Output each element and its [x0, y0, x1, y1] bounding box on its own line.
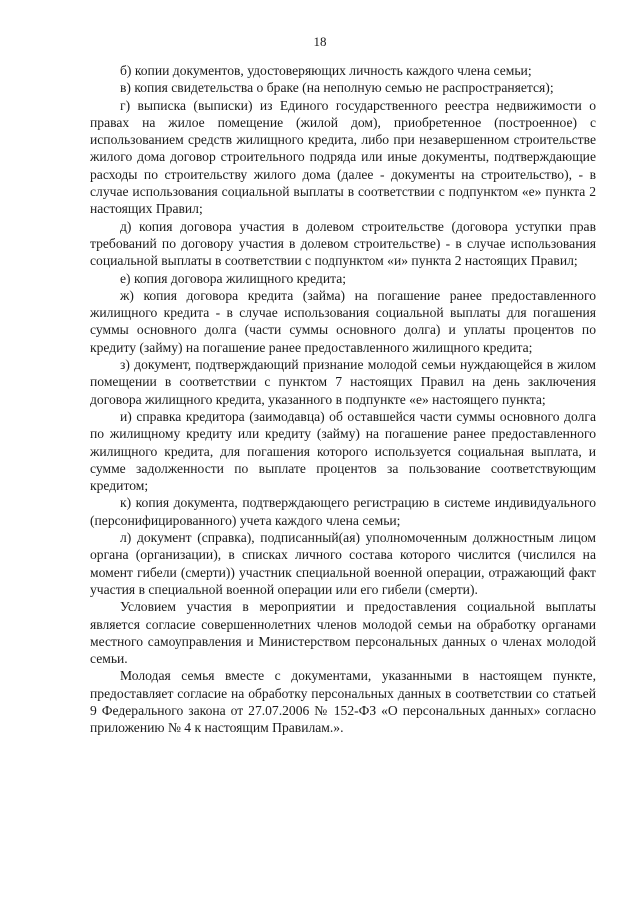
paragraph-b: б) копии документов, удостоверяющих личность каждого члена семьи; — [120, 63, 532, 78]
page-number: 18 — [313, 34, 327, 49]
paragraph-v: в) копия свидетельства о браке (на неполную семью не распространяется); — [120, 80, 554, 96]
paragraph-d: д) копия договора участия в долевом строительстве (договора уступки прав требований по договору участия в долевом строительстве) - в случае использования социальной выплаты в соответствии с подпунктом «и» пункта 2 настоящих Правил; — [90, 218, 596, 269]
paragraph-k: к) копия документа, подтверждающего регистрацию в системе индивидуального (персонифицированного) учета каждого члена семьи; — [90, 495, 596, 528]
paragraph-i: и) справка кредитора (заимодавца) об оставшейся части суммы основного долга по жилищному кредиту или кредиту (займу) на погашение ранее предоставленного жилищного кредита, для погашения которого используется социальная выплата, и сумме задолженности по выплате процентов за пользование соответствующим кредитом; — [90, 408, 596, 494]
paragraph-g: г) выписка (выписки) из Единого государственного реестра недвижимости о правах на жилое помещение (жилой дом), приобретенное (построенное) с использованием средств жилищного кредита, либо при незавершенном строительстве жилого дома договор строительного подряда или иные документы, подтверждающие расходы по строительству жилого дома (далее - документы на строительство), - в случае использования социальной выплаты в соответствии с подпунктом «е» пункта 2 настоящих Правил; — [90, 97, 596, 217]
paragraph-consent-condition: Условием участия в мероприятии и предоставления социальной выплаты является согласие совершеннолетних членов молодой семьи на обработку органами местного самоуправления и Министерством персональных данных о членах молодой семьи. — [90, 599, 596, 667]
paragraph-l: л) документ (справка), подписанный(ая) уполномоченным должностным лицом органа (организации), в списках личного состава которого числится (числился на момент гибели (смерти)) участник специальной военной операции, отражающий факт участия в специальной военной операции или его гибели (смерти). — [90, 530, 596, 597]
paragraph-z: з) документ, подтверждающий признание молодой семьи нуждающейся в жилом помещении в соответствии с пунктом 7 настоящих Правил на день заключения договора жилищного кредита, указанного в подпункте «е» настоящего пункта; — [90, 357, 596, 407]
paragraph-e: е) копия договора жилищного кредита; — [120, 270, 347, 286]
paragraph-zh: ж) копия договора кредита (займа) на погашение ранее предоставленного жилищного кредита - в случае использования социальной выплаты для погашения суммы основного долга (части суммы основного долга) и уплаты процентов по кредиту (займу) на погашение ранее предоставленного жилищного кредита; — [90, 287, 596, 355]
paragraph-consent-submission: Молодая семья вместе с документами, указанными в настоящем пункте, предоставляет согласие на обработку персональных данных в соответствии со статьей 9 Федерального закона от 27.07.2006 № 152-ФЗ «О персональных данных» согласно приложению № 4 к настоящим Правилам.». — [90, 668, 596, 736]
document-body — [90, 62, 596, 737]
